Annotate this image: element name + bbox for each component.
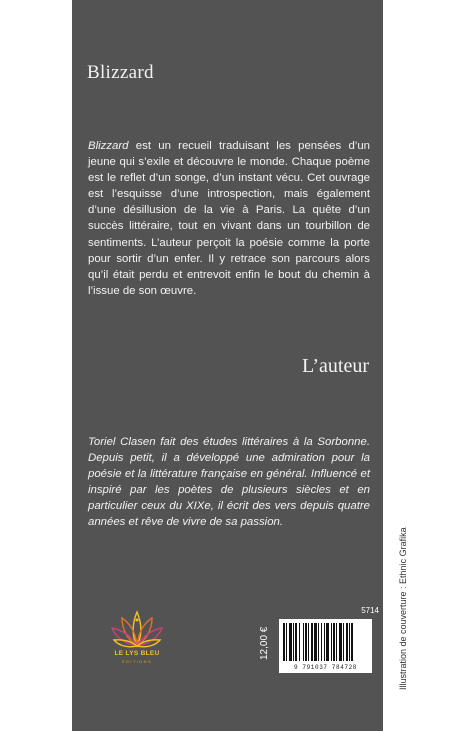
barcode-bar [305, 623, 307, 661]
barcode-bar [314, 623, 317, 661]
book-description [88, 138, 370, 299]
barcode-bar [326, 623, 329, 661]
description-title-italic: Blizzard [88, 140, 129, 152]
barcode-bar [286, 623, 287, 661]
author-heading: L’auteur [301, 355, 369, 377]
barcode-bar [324, 623, 325, 661]
lotus-flower-icon [102, 606, 172, 650]
publisher-logo [102, 606, 172, 668]
product-code: 5714 [361, 606, 379, 615]
barcode-bar [331, 623, 332, 661]
barcode-bar [295, 623, 297, 661]
barcode-bar [293, 623, 294, 661]
book-title: Blizzard [87, 62, 154, 83]
barcode-bar [321, 623, 322, 661]
author-bio: Toriel Clasen fait des études littéraires à la Sorbonne. Depuis petit, il a développé une admiration pour la poésie et la littérature française en général. Influencé et inspiré par les poètes de plusieurs siècles et en particulier ceux du XIXe, il écrit des vers depuis quatre années et rêve de vivre de sa passion. [88, 436, 370, 529]
barcode-bar [333, 623, 335, 661]
barcode-bar [343, 623, 344, 661]
barcode-bar [346, 623, 348, 661]
barcode-bar [308, 623, 309, 661]
isbn-number: 9 791037 784728 [293, 664, 357, 671]
barcode-bar [336, 623, 337, 661]
illustration-credit: Illustration de couverture : Ethnic Grafika [398, 527, 408, 690]
barcode-bar [303, 623, 304, 661]
barcode-bar [299, 623, 300, 661]
barcode-bar [289, 623, 292, 661]
publisher-subtitle: ÉDITIONS [121, 659, 153, 664]
publisher-name: LE LYS BLEU [114, 650, 160, 657]
barcode-bar [283, 623, 285, 661]
barcode-bar [318, 623, 319, 661]
barcode-bar [311, 623, 313, 661]
price: 12,00 € [259, 626, 270, 660]
description-text: est un recueil traduisant les pensées d’un jeune qui s’exile et découvre le monde. Chaque poème est le reflet d’un songe, d’un instant vécu. Cet ouvrage est l’esquisse d’une introspection, mais également d’une désillusion de la vie à Paris. La quête d’un succès littéraire, tout en vivant dans un tourbillon de sentiments. L’auteur perçoit la poésie comme la porte pour sortir d’un enfer. Il y retrace son parcours alors qu’il était perdu et entrevoit enfin le bout du chemin à l’issue de son œuvre. [88, 140, 370, 297]
barcode-bar [351, 623, 353, 661]
barcode-bar [339, 623, 342, 661]
barcode [279, 619, 372, 673]
barcode-bar [349, 623, 350, 661]
barcode-bars [279, 619, 372, 663]
back-cover-panel [72, 0, 383, 731]
